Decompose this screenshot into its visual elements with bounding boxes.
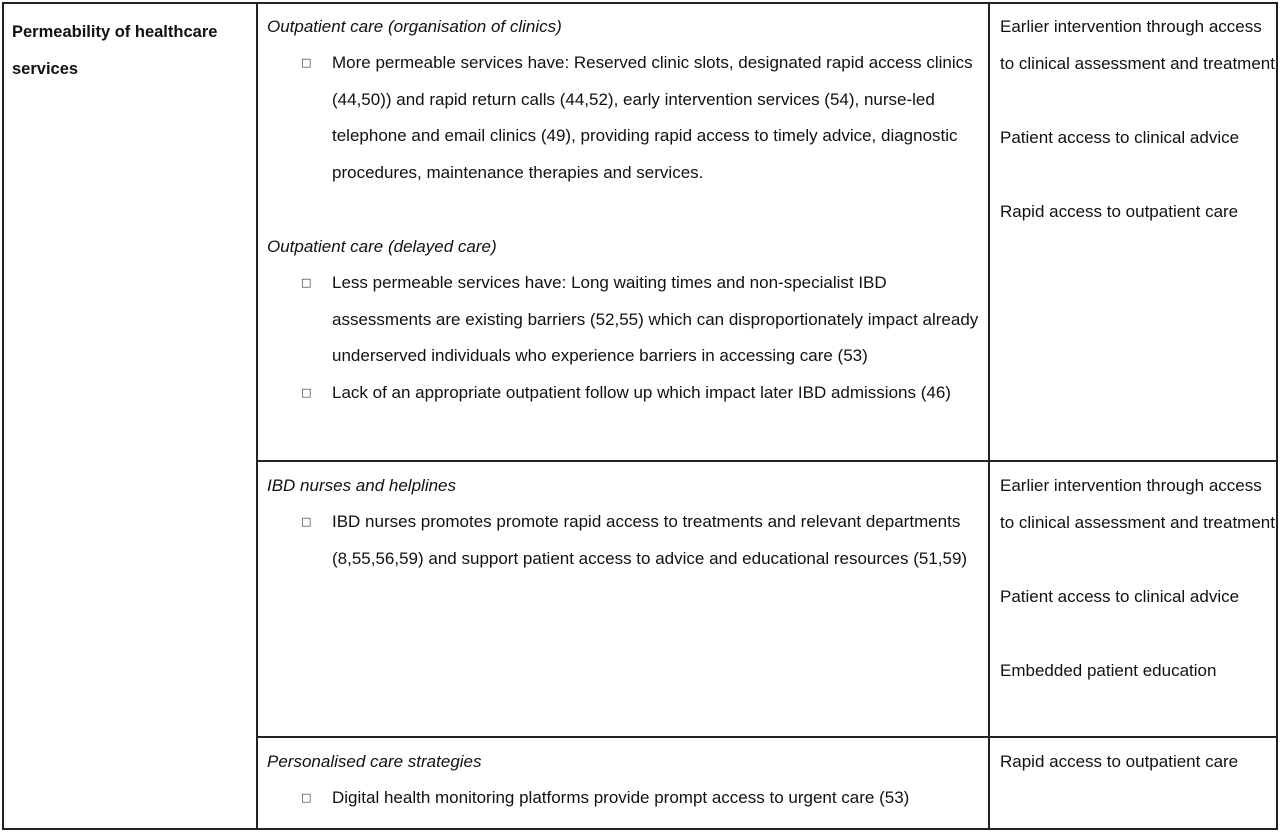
theme-cell: Permeability of healthcare services xyxy=(12,23,218,78)
outcome-item: Patient access to clinical advice xyxy=(1000,587,1240,606)
bullet-marker-icon: □ xyxy=(301,385,312,399)
bullet-marker-icon: □ xyxy=(301,791,312,804)
evidence-table xyxy=(2,2,1278,830)
row-1-section-2 xyxy=(267,228,982,411)
bullet-item xyxy=(267,45,982,191)
row-3-outcomes xyxy=(1000,743,1276,817)
row-divider-1 xyxy=(256,460,1276,462)
bullet-item xyxy=(267,504,982,577)
outcome-item: Rapid access to outpatient care xyxy=(1000,202,1239,221)
bullet-text: Digital health monitoring platforms provide prompt access to urgent care (53) xyxy=(332,788,910,807)
bullet-item xyxy=(267,780,982,817)
row-1-section-1 xyxy=(267,8,982,191)
row-2-outcomes xyxy=(1000,467,1276,726)
column-divider-1 xyxy=(256,4,258,828)
bullet-text: IBD nurses promotes promote rapid access to treatments and relevant departments (8,55,56,59) and support patient access to advice and educational resources (51,59) xyxy=(332,512,968,568)
section-heading: Personalised care strategies xyxy=(267,752,482,771)
bullet-item xyxy=(267,265,982,375)
section-heading: IBD nurses and helplines xyxy=(267,476,457,495)
outcome-item: Earlier intervention through access to clinical assessment and treatment xyxy=(1000,17,1275,73)
outcome-item: Earlier intervention through access to clinical assessment and treatment xyxy=(1000,476,1275,532)
bullet-marker-icon: □ xyxy=(301,56,312,69)
outcome-item: Patient access to clinical advice xyxy=(1000,128,1240,147)
bullet-text: Less permeable services have: Long waiting times and non-specialist IBD assessments are existing barriers (52,55) which can disproportionately impact already underserved individuals who experience barriers in accessing care (53) xyxy=(332,273,979,366)
bullet-marker-icon: □ xyxy=(301,276,312,289)
bullet-marker-icon: □ xyxy=(301,515,312,528)
row-1-outcomes xyxy=(1000,8,1276,267)
row-2-section-1 xyxy=(267,467,982,577)
row-3-section-1 xyxy=(267,743,982,817)
bullet-item xyxy=(267,375,982,412)
bullet-text: More permeable services have: Reserved clinic slots, designated rapid access clinics (44,50)) and rapid return calls (44,52), early intervention services (54), nurse-led telephone and email clinics (49), providing rapid access to timely advice, diagnostic procedures, maintenance therapies and services. xyxy=(332,53,973,182)
column-divider-2 xyxy=(988,4,990,828)
outcome-item: Embedded patient education xyxy=(1000,661,1217,680)
outcome-item: Rapid access to outpatient care xyxy=(1000,752,1239,771)
section-heading: Outpatient care (delayed care) xyxy=(267,237,497,256)
row-divider-2 xyxy=(256,736,1276,738)
section-heading: Outpatient care (organisation of clinics) xyxy=(267,17,562,36)
bullet-text: Lack of an appropriate outpatient follow up which impact later IBD admissions (46) xyxy=(332,382,951,402)
